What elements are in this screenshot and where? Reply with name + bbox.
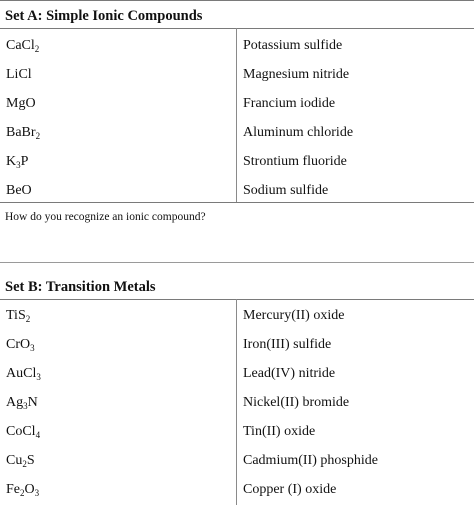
set_a-name-cell: Aluminum chloride xyxy=(243,125,354,140)
set_b-name-cell: Nickel(II) bromide xyxy=(243,395,350,410)
set-b-column-divider xyxy=(236,299,237,505)
set_b-formula-cell: $Ag_3N$ xyxy=(6,395,38,411)
set_b-formula-cell: CrO$_3$ xyxy=(6,337,35,353)
set_b-name-cell: Copper (I) oxide xyxy=(243,482,337,497)
set-a-title: Set A: Simple Ionic Compounds xyxy=(5,8,203,24)
set-b-header-border xyxy=(0,299,474,300)
set_a-name-cell: Sodium sulfide xyxy=(243,183,329,198)
set_a-formula-cell: BaBr$_2$ xyxy=(6,125,41,141)
set-a-top-border xyxy=(0,0,474,1)
set-a-header-border xyxy=(0,28,474,29)
set_b-name-cell: Tin(II) oxide xyxy=(243,424,316,439)
set_b-formula-cell: $Cu_2S$ xyxy=(6,453,35,469)
set_b-name-cell: Cadmium(II) phosphide xyxy=(243,453,378,468)
set_a-formula-cell: BeO xyxy=(6,183,32,198)
set_b-name-cell: Iron(III) sulfide xyxy=(243,337,332,352)
set_b-formula-cell: AuCl$_3$ xyxy=(6,366,41,382)
set-a-question: How do you recognize an ionic compound? xyxy=(5,211,206,223)
set-a-answer-box-bottom xyxy=(0,262,474,263)
set-b-title: Set B: Transition Metals xyxy=(5,279,156,295)
set-a-table-bottom-border xyxy=(0,202,474,203)
set_a-formula-cell: LiCl xyxy=(6,67,32,82)
set-a-column-divider xyxy=(236,28,237,202)
set_b-name-cell: Mercury(II) oxide xyxy=(243,308,345,323)
set_b-name-cell: Lead(IV) nitride xyxy=(243,366,336,381)
set_a-name-cell: Potassium sulfide xyxy=(243,38,343,53)
set_a-name-cell: Strontium fluoride xyxy=(243,154,347,169)
set_b-formula-cell: CoCl$_4$ xyxy=(6,424,41,440)
set_a-name-cell: Francium iodide xyxy=(243,96,336,111)
set_b-formula-cell: $Fe_2O_3$ xyxy=(6,482,40,498)
set_a-name-cell: Magnesium nitride xyxy=(243,67,350,82)
set_a-formula-cell: MgO xyxy=(6,96,36,111)
set_a-formula-cell: CaCl$_2$ xyxy=(6,38,40,54)
set_a-formula-cell: $K_3P$ xyxy=(6,154,29,170)
set_b-formula-cell: TiS$_2$ xyxy=(6,308,31,324)
